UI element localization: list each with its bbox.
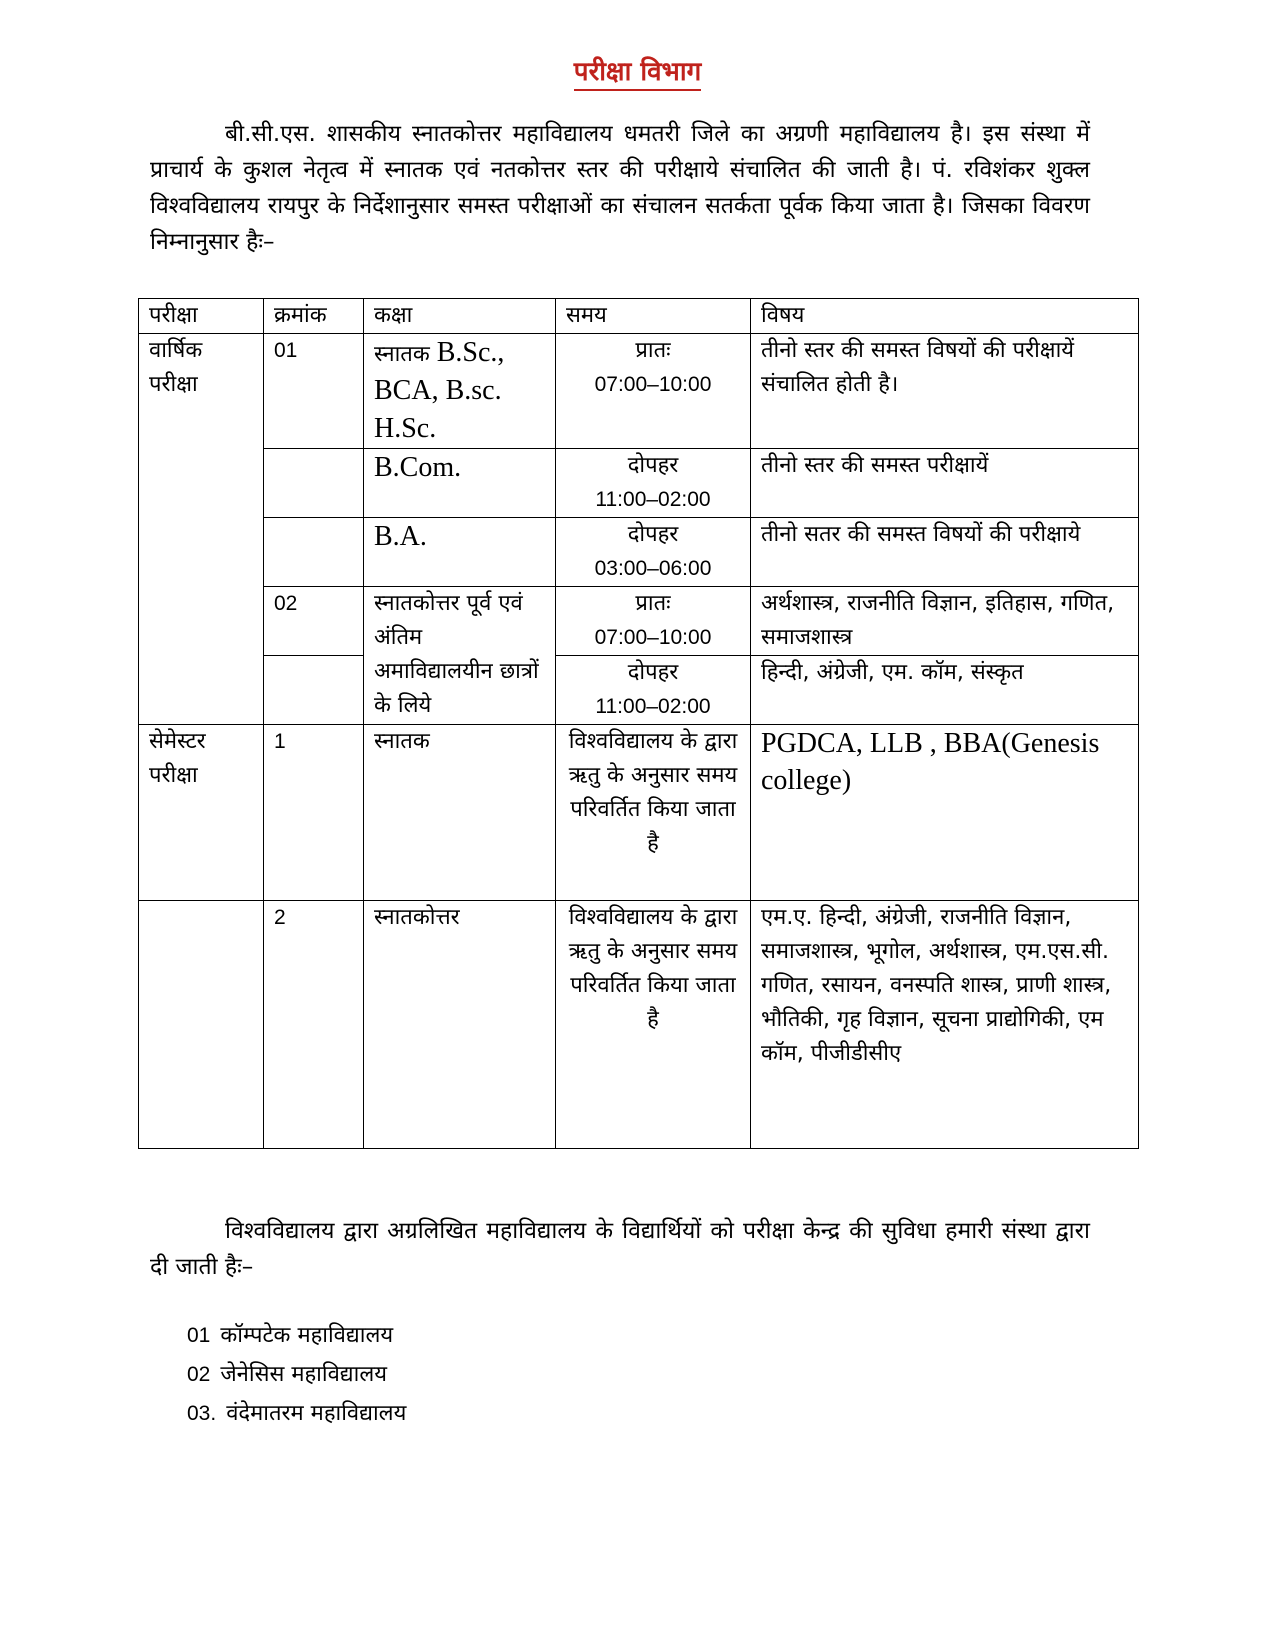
list-item-name: कॉम्पटेक महाविद्यालय	[220, 1323, 394, 1348]
pg-class-cell: स्नातकोत्तर पूर्व एवं अंतिम अमाविद्यालयीन छात्रों के लिये	[364, 587, 556, 725]
time-label: प्रातः	[635, 338, 671, 363]
serial-cell	[264, 449, 364, 518]
time-cell	[556, 656, 751, 725]
time-cell: विश्वविद्यालय के द्वारा ऋतु के अनुसार समय परिवर्तित किया जाता है	[556, 901, 751, 1149]
header-serial: क्रमांक	[264, 299, 364, 334]
exam-schedule-table	[138, 298, 1139, 1149]
semester-exam-cell-empty	[139, 901, 264, 1149]
table-row	[139, 587, 1139, 656]
serial-cell: 1	[264, 725, 364, 901]
list-item-name: वंदेमातरम महाविद्यालय	[226, 1401, 407, 1426]
subject-cell: तीनो स्तर की समस्त विषयों की परीक्षायें संचालित होती है।	[751, 334, 1139, 449]
time-value: 03:00–06:00	[594, 557, 712, 580]
subject-cell: अर्थशास्त्र, राजनीति विज्ञान, इतिहास, गणित, समाजशास्त्र	[751, 587, 1139, 656]
subject-cell: तीनो सतर की समस्त विषयों की परीक्षाये	[751, 518, 1139, 587]
time-value: 11:00–02:00	[595, 695, 711, 718]
header-exam: परीक्षा	[139, 299, 264, 334]
header-class: कक्षा	[364, 299, 556, 334]
time-label: प्रातः	[635, 591, 671, 616]
subject-cell: तीनो स्तर की समस्त परीक्षायें	[751, 449, 1139, 518]
page-title-text: परीक्षा विभाग	[574, 57, 701, 91]
serial-cell	[264, 518, 364, 587]
list-item-number: 03.	[187, 1402, 217, 1425]
table-header-row	[139, 299, 1139, 334]
time-value: 07:00–10:00	[594, 373, 712, 396]
list-item	[187, 1355, 406, 1394]
class-cell	[364, 518, 556, 587]
time-label: दोपहर	[627, 453, 679, 478]
class-en: B.A.	[374, 521, 427, 552]
table-row	[139, 334, 1139, 449]
serial-cell: 2	[264, 901, 364, 1149]
time-value: 11:00–02:00	[595, 488, 711, 511]
serial-cell: 01	[264, 334, 364, 449]
table-row	[139, 725, 1139, 901]
table-row	[139, 449, 1139, 518]
class-cell: स्नातकोत्तर	[364, 901, 556, 1149]
time-label: दोपहर	[627, 522, 679, 547]
semester-exam-cell: सेमेस्टर परीक्षा	[139, 725, 264, 901]
list-item-number: 02	[187, 1363, 211, 1386]
class-cell	[364, 334, 556, 449]
list-item-number: 01	[187, 1324, 211, 1347]
exam-centre-paragraph: विश्वविद्यालय द्वारा अग्रलिखित महाविद्यालय के विद्यार्थियों को परीक्षा केन्द्र की सुविधा हमारी संस्था द्वारा दी जाती हैः–	[150, 1218, 1090, 1280]
class-cell	[364, 449, 556, 518]
time-value: 07:00–10:00	[594, 626, 712, 649]
table-row	[139, 656, 1139, 725]
table-row	[139, 518, 1139, 587]
class-en: B.Com.	[374, 452, 462, 483]
header-time: समय	[556, 299, 751, 334]
subject-cell: PGDCA, LLB , BBA(Genesis college)	[751, 725, 1139, 901]
class-en: B.Sc., BCA, B.sc. H.Sc.	[374, 337, 505, 444]
time-cell	[556, 449, 751, 518]
list-item	[187, 1394, 406, 1433]
page-title	[0, 52, 1275, 88]
list-item	[187, 1316, 406, 1355]
annual-exam-cell: वार्षिक परीक्षा	[139, 334, 264, 725]
time-cell	[556, 518, 751, 587]
header-subject: विषय	[751, 299, 1139, 334]
subject-cell: हिन्दी, अंग्रेजी, एम. कॉम, संस्कृत	[751, 656, 1139, 725]
list-item-name: जेनेसिस महाविद्यालय	[220, 1362, 388, 1387]
class-cell: स्नातक	[364, 725, 556, 901]
college-list	[187, 1316, 406, 1433]
serial-cell	[264, 656, 364, 725]
serial-cell: 02	[264, 587, 364, 656]
time-label: दोपहर	[627, 660, 679, 685]
subject-cell: एम.ए. हिन्दी, अंग्रेजी, राजनीति विज्ञान, समाजशास्त्र, भूगोल, अर्थशास्त्र, एम.एस.सी. गणित, रसायन, वनस्पति शास्त्र, प्राणी शास्त्र, भौतिकी, गृह विज्ञान, सूचना प्राद्योगिकी, एम कॉम, पीजीडीसीए	[751, 901, 1139, 1149]
time-cell	[556, 587, 751, 656]
class-hi: स्नातक	[374, 342, 430, 367]
time-cell	[556, 334, 751, 449]
table-row	[139, 901, 1139, 1149]
intro-paragraph: बी.सी.एस. शासकीय स्नातकोत्तर महाविद्यालय धमतरी जिले का अग्रणी महाविद्यालय है। इस संस्था में प्राचार्य के कुशल नेतृत्व में स्नातक एवं नतकोत्तर स्तर की परीक्षाये संचालित की जाती है। पं. रविशंकर शुक्ल विश्वविद्यालय रायपुर के निर्देशानुसार समस्त परीक्षाओं का संचालन सतर्कता पूर्वक किया जाता है। जिसका विवरण निम्नानुसार हैः–	[150, 121, 1090, 255]
time-cell: विश्वविद्यालय के द्वारा ऋतु के अनुसार समय परिवर्तित किया जाता है	[556, 725, 751, 901]
